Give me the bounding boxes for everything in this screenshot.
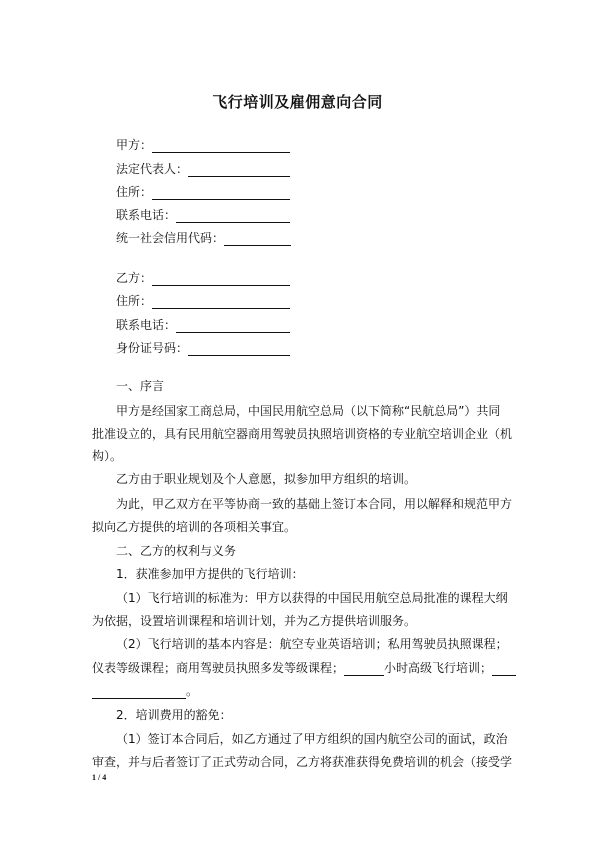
party-a-address-field [116,184,290,200]
advanced-training-text: 小时高级飞行培训； [384,661,493,675]
section-2-item-2: 2．培训费用的豁免： [116,708,232,722]
section-2-item-1-2-line-3 [92,683,198,699]
section-2-item-2-1-line-2: 审查，并与后者签订了正式劳动合同，乙方将获准获得免费培训的机会（接受学 [92,755,513,769]
party-b-address-label: 住所： [116,294,153,308]
section-2-item-1-1-line-2: 为依据，设置培训课程和培训计划，并为乙方提供培训服务。 [92,614,417,628]
section-1-paragraph-1-line-1: 甲方是经国家工商总局，中国民用航空总局（以下简称“民航总局”）共同 [116,404,501,418]
course-list-text: 仪表等级课程；商用驾驶员执照多发等级课程； [92,661,345,675]
party-a-name-field [116,137,290,153]
page-number: 1 / 4 [92,773,107,782]
section-1-paragraph-3-line-2: 拟向乙方提供的培训的各项相关事宜。 [92,520,297,534]
party-b-address-field [116,293,290,309]
party-a-phone-blank [176,209,290,223]
party-a-phone-label: 联系电话： [116,208,177,222]
party-b-name-blank [152,272,290,286]
party-b-name-field [116,270,290,286]
party-a-credit-code-field [116,230,291,246]
party-a-rep-field [116,161,290,177]
party-a-phone-field [116,207,290,223]
party-a-rep-blank [188,163,290,177]
document-title: 飞行培训及雇佣意向合同 [212,93,383,111]
party-a-name-label: 甲方： [116,138,153,152]
party-a-rep-label: 法定代表人： [116,162,189,176]
party-b-address-blank [152,295,290,309]
party-b-phone-field [116,317,290,333]
party-a-address-label: 住所： [116,185,153,199]
party-a-name-blank [152,139,290,153]
continuation-blank [92,685,186,699]
section-2-item-1-2-line-2 [92,660,516,676]
section-1-paragraph-3-line-1: 为此，甲乙双方在平等协商一致的基础上签订本合同，用以解释和规范甲方 [116,497,513,511]
party-a-credit-code-blank [224,232,291,246]
line-end-mark: 。 [186,684,199,698]
party-b-name-label: 乙方： [116,271,153,285]
section-1-paragraph-1-line-2: 批准设立的，具有民用航空器商用驾驶员执照培训资格的专业航空培训企业（机 [92,427,513,441]
party-a-address-blank [152,186,290,200]
party-b-id-field [116,340,290,356]
hours-blank [344,662,384,676]
party-b-phone-label: 联系电话： [116,318,177,332]
section-2-item-1: 1．获准参加甲方提供的飞行培训： [116,567,304,581]
party-b-id-blank [188,342,290,356]
party-b-id-label: 身份证号码： [116,341,189,355]
section-2-item-2-1-line-1: （1）签订本合同后，如乙方通过了甲方组织的国内航空公司的面试，政治 [116,732,508,746]
trailing-blank [492,662,516,676]
section-2-item-1-2-line-1: （2）飞行培训的基本内容是：航空专业英语培训；私用驾驶员执照课程； [116,637,508,651]
section-1-paragraph-2: 乙方由于职业规划及个人意愿，拟参加甲方组织的培训。 [116,472,417,486]
party-a-credit-code-label: 统一社会信用代码： [116,231,225,245]
section-2-item-1-1-line-1: （1）飞行培训的标准为：甲方以获得的中国民用航空总局批准的课程大纲 [116,591,508,605]
section-2-heading: 二、乙方的权利与义务 [116,544,237,558]
section-1-heading: 一、序言 [116,379,165,393]
section-1-paragraph-1-line-3: 构）。 [92,449,123,463]
party-b-phone-blank [176,319,290,333]
